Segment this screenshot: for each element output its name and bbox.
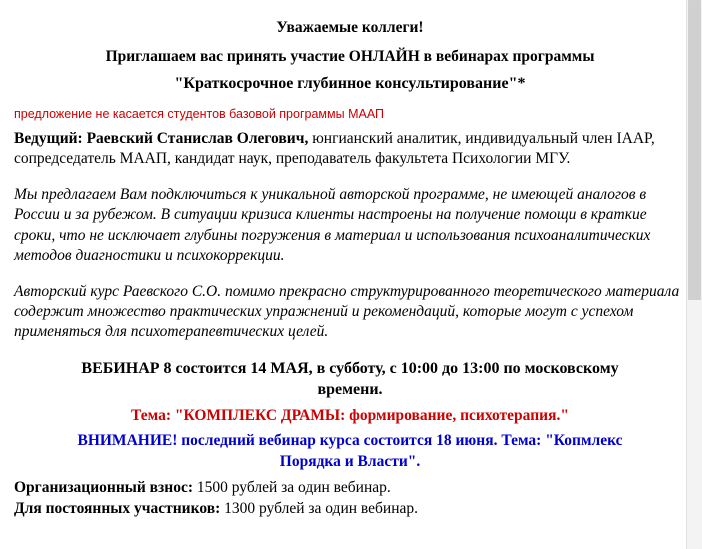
base-program-note: предложение не касается студентов базовой программы МААП <box>14 107 384 122</box>
paragraph-two: Авторский курс Раевского С.О. помимо прекрасно структурированного теоретического материала содержит множество практических упражнений и рекомендаций, которые могут с успехом применяться для психотерапевтических целей. <box>14 282 680 341</box>
presenter-paragraph <box>14 129 686 170</box>
webinar-schedule-line-1: ВЕБИНАР 8 состоится 14 МАЯ, в субботу, с 10:00 до 13:00 по московскому <box>81 360 619 378</box>
course-title: "Краткосрочное глубинное консультирование"* <box>174 74 526 92</box>
fee-label: Организационный взнос: <box>14 479 194 497</box>
presenter-description: юнгианский аналитик, индивидуальный член IAAP, сопредседатель МААП, кандидат наук, преподаватель факультета Психологии МГУ. <box>14 130 655 168</box>
fee-value: 1500 рублей за один вебинар. <box>193 479 391 497</box>
webinar-theme-line: Тема: "КОМПЛЕКС ДРАМЫ: формирование, психотерапия." <box>131 407 569 425</box>
invite-line: Приглашаем вас принять участие ОНЛАЙН в вебинарах программы <box>105 48 595 66</box>
fee-row <box>14 479 686 497</box>
presenter-label: Ведущий: Раевский Станислав Олегович, <box>14 130 309 148</box>
regular-fee-value: 1300 рублей за один вебинар. <box>220 500 418 518</box>
attention-line-2: Порядка и Власти". <box>279 452 421 470</box>
scrollbar-thumb[interactable] <box>688 0 701 300</box>
attention-line-1: ВНИМАНИЕ! последний вебинар курса состоится 18 июня. Тема: "Копмлекс <box>77 432 623 450</box>
regular-fee-label: Для постоянных участников: <box>14 500 221 518</box>
document-content <box>14 18 686 518</box>
webinar-schedule-line-2: времени. <box>317 381 383 399</box>
note-row <box>14 105 686 123</box>
greeting-line: Уважаемые коллеги! <box>276 19 424 36</box>
regular-fee-row <box>14 500 686 518</box>
vertical-scrollbar[interactable] <box>686 0 702 549</box>
paragraph-one: Мы предлагаем Вам подключиться к уникальной авторской программе, не имеющей аналогов в России и за рубежом. В ситуации кризиса клиенты настроены на получение помощи в краткие сроки, что не исключает глубины погружения в материал и использования психоаналитических методов диагностики и психокоррекции. <box>14 186 651 264</box>
